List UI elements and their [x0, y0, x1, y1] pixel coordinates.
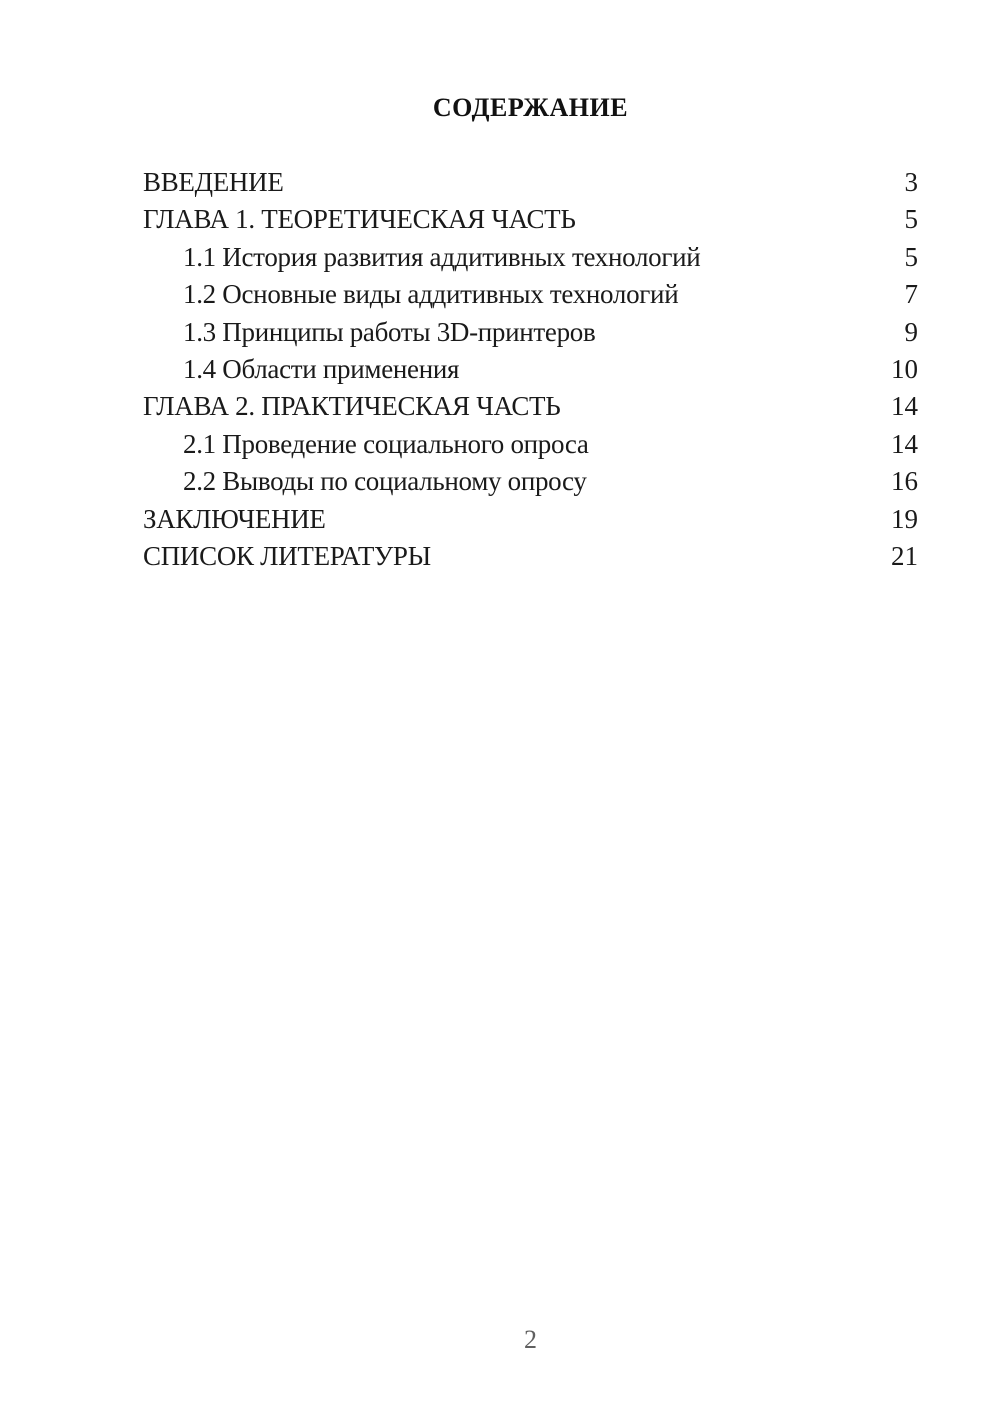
toc-row [143, 276, 918, 313]
toc-entry-label: 1.1 История развития аддитивных технологий [183, 241, 701, 272]
toc-entry-label: 2.1 Проведение социального опроса [183, 428, 589, 459]
toc-entry-label: 1.4 Области применения [183, 354, 460, 385]
toc-entry-label: ГЛАВА 1. ТЕОРЕТИЧЕСКАЯ ЧАСТЬ [143, 204, 576, 235]
toc-entry-page-number: 14 [891, 391, 918, 422]
toc-row [143, 538, 918, 575]
toc-entry-label: 1.2 Основные виды аддитивных технологий [183, 279, 679, 310]
toc-row [143, 164, 918, 201]
toc-row [143, 239, 918, 276]
toc-row [143, 314, 918, 351]
toc-entry-page-number: 19 [891, 503, 918, 534]
toc-row [143, 426, 918, 463]
toc-row [143, 463, 918, 500]
toc-entry-label: 1.3 Принципы работы 3D-принтеров [183, 316, 596, 347]
footer-page-number: 2 [524, 1325, 537, 1354]
toc-row [143, 351, 918, 388]
toc-entry-label: ЗАКЛЮЧЕНИЕ [143, 503, 326, 534]
toc-entry-page-number: 14 [891, 428, 918, 459]
toc-entry-page-number: 10 [891, 354, 918, 385]
toc-entry-page-number: 3 [904, 167, 918, 197]
toc-row [143, 388, 918, 425]
page-title: СОДЕРЖАНИЕ [432, 93, 629, 122]
toc-entry-label: ВВЕДЕНИЕ [143, 167, 284, 197]
toc-entry-page-number: 9 [904, 316, 918, 347]
table-of-contents [143, 164, 918, 575]
toc-entry-label: ГЛАВА 2. ПРАКТИЧЕСКАЯ ЧАСТЬ [143, 391, 561, 422]
toc-row [143, 501, 918, 538]
toc-entry-page-number: 16 [891, 466, 918, 497]
toc-entry-page-number: 5 [904, 241, 918, 272]
toc-entry-label: 2.2 Выводы по социальному опросу [183, 466, 587, 497]
toc-row [143, 201, 918, 238]
toc-entry-page-number: 5 [904, 204, 918, 235]
toc-entry-page-number: 7 [904, 279, 918, 310]
toc-entry-page-number: 21 [891, 541, 918, 572]
toc-entry-label: СПИСОК ЛИТЕРАТУРЫ [143, 541, 431, 572]
